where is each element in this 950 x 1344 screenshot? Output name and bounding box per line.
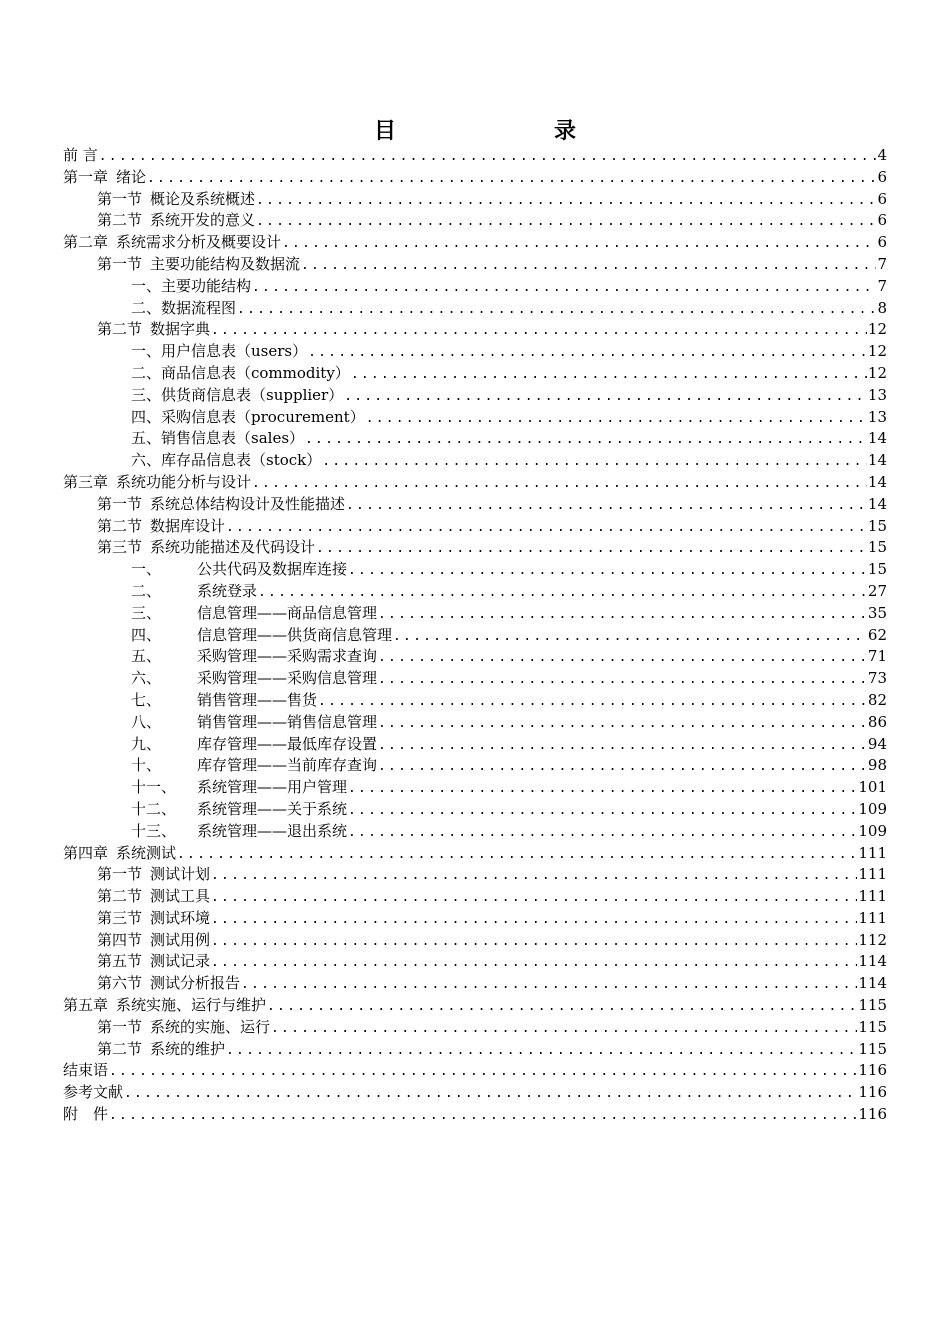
toc-entry-label	[131, 276, 251, 298]
toc-entry[interactable]	[63, 864, 887, 886]
toc-entry-title: 二、商品信息表（commodity）	[131, 363, 350, 382]
toc-entry[interactable]	[63, 450, 887, 472]
page-title: 目 录	[373, 118, 614, 144]
toc-page-number: 114	[858, 974, 887, 993]
toc-entry-title: 系统总体结构设计及性能描述	[150, 494, 346, 513]
toc-entry[interactable]	[63, 167, 887, 189]
toc-entry-label	[131, 668, 377, 690]
toc-entry-title: 测试分析报告	[150, 974, 241, 993]
toc-page-number: 86	[867, 712, 887, 731]
toc-page-number: 6	[877, 189, 887, 208]
dot-leader	[346, 495, 867, 516]
toc-entry-title: 四、采购信息表（procurement）	[131, 407, 365, 426]
toc-entry[interactable]	[63, 145, 887, 167]
toc-entry-title: 系统功能描述及代码设计	[150, 538, 316, 557]
toc-entry-label	[63, 843, 176, 865]
toc-entry[interactable]	[63, 276, 887, 298]
toc-entry-number: 十三、	[131, 821, 177, 840]
toc-page-number: 115	[858, 1039, 887, 1058]
toc-entry-number: 第二节	[97, 516, 143, 535]
toc-entry[interactable]	[63, 843, 887, 865]
toc-entry-title: 信息管理——商品信息管理	[197, 603, 378, 622]
toc-entry-title: 三、供货商信息表（supplier）	[131, 385, 344, 404]
dot-leader	[305, 429, 867, 450]
toc-entry[interactable]	[63, 1039, 887, 1061]
dot-leader	[378, 669, 867, 690]
toc-page-number: 71	[867, 647, 887, 666]
dot-leader	[348, 778, 857, 799]
toc-entry-label	[97, 930, 210, 952]
toc-page-number: 15	[867, 560, 887, 579]
toc-entry-title: 测试记录	[150, 952, 211, 971]
dot-leader	[258, 582, 867, 603]
toc-page-number: 12	[867, 363, 887, 382]
dot-leader	[344, 386, 867, 407]
toc-entry-label	[97, 951, 210, 973]
dot-leader	[348, 822, 857, 843]
toc-entry-title: 系统需求分析及概要设计	[116, 233, 282, 252]
toc-entry[interactable]	[63, 254, 887, 276]
toc-entry-title: 测试用例	[150, 930, 211, 949]
toc-entry[interactable]	[63, 712, 887, 734]
toc-entry-label	[131, 341, 307, 363]
toc-entry-number: 第三节	[97, 538, 143, 557]
toc-entry-title: 前 言	[63, 146, 98, 164]
toc-entry-label	[63, 472, 251, 494]
toc-entry-title: 库存管理——当前库存查询	[197, 756, 378, 775]
toc-entry-title: 结束语	[63, 1061, 109, 1080]
toc-entry-number: 四、	[131, 625, 162, 644]
toc-entry-number: 十二、	[131, 799, 177, 818]
toc-entry[interactable]	[63, 319, 887, 341]
toc-entry-number: 第二节	[97, 887, 143, 906]
dot-leader	[211, 909, 857, 930]
toc-entry-number: 第五章	[63, 996, 109, 1015]
dot-leader	[109, 1061, 857, 1082]
toc-entry-title: 公共代码及数据库连接	[197, 560, 348, 579]
toc-entry-title: 系统测试	[116, 843, 177, 862]
toc-entry-number: 第四节	[97, 930, 143, 949]
toc-entry-title: 采购管理——采购需求查询	[197, 647, 378, 666]
toc-page-number: 109	[858, 821, 887, 840]
toc-page-number: 13	[867, 385, 887, 404]
toc-entry-label	[63, 167, 146, 189]
toc-entry-title: 测试计划	[150, 865, 211, 884]
toc-entry-label	[131, 428, 304, 450]
toc-entry[interactable]	[63, 625, 887, 647]
toc-page-number: 8	[877, 298, 887, 317]
dot-leader	[109, 1105, 857, 1126]
toc-entry-number: 二、	[131, 581, 162, 600]
toc-entry-title: 绪论	[116, 167, 147, 186]
toc-page-number: 116	[858, 1105, 887, 1124]
toc-page-number: 115	[858, 996, 887, 1015]
toc-entry-number: 十一、	[131, 778, 177, 797]
toc-entry-title: 系统的实施、运行	[150, 1017, 271, 1036]
toc-entry-number: 第六节	[97, 974, 143, 993]
toc-entry-label	[97, 1039, 225, 1061]
toc-entry-title: 系统登录	[197, 581, 258, 600]
toc-entry-title: 系统实施、运行与维护	[116, 996, 267, 1015]
toc-entry[interactable]	[63, 646, 887, 668]
dot-leader	[124, 1083, 857, 1104]
toc-entry-label	[131, 777, 347, 799]
dot-leader	[177, 844, 857, 865]
toc-page-number: 101	[858, 778, 887, 797]
dot-leader	[267, 996, 857, 1017]
dot-leader	[351, 364, 867, 385]
toc-page-number: 112	[858, 930, 887, 949]
toc-entry[interactable]	[63, 1060, 887, 1082]
toc-entry-number: 第三节	[97, 908, 143, 927]
toc-page-number: 6	[877, 211, 887, 230]
toc-entry[interactable]	[63, 603, 887, 625]
toc-entry[interactable]	[63, 1104, 887, 1126]
toc-page-number: 116	[858, 1061, 887, 1080]
toc-entry-number: 第一节	[97, 1017, 143, 1036]
toc-page-number: 15	[867, 516, 887, 535]
toc-entry-label	[131, 646, 377, 668]
toc-page-number: 6	[877, 233, 887, 252]
dot-leader	[211, 865, 857, 886]
toc-entry-label	[63, 1082, 123, 1104]
toc-page-number: 73	[867, 669, 887, 688]
dot-leader	[252, 473, 867, 494]
dot-leader	[318, 691, 867, 712]
toc-page-number: 116	[858, 1083, 887, 1102]
dot-leader	[226, 1040, 857, 1061]
toc-entry[interactable]	[63, 951, 887, 973]
dot-leader	[237, 299, 876, 320]
toc-page-number: 6	[877, 167, 887, 186]
toc-entry-title: 二、数据流程图	[131, 298, 237, 317]
toc-entry[interactable]	[63, 995, 887, 1017]
toc-page-number: 27	[867, 581, 887, 600]
toc-entry[interactable]	[63, 407, 887, 429]
toc-entry-label	[131, 450, 321, 472]
toc-entry-label	[131, 298, 236, 320]
toc-page-number: 114	[858, 952, 887, 971]
toc-entry-label	[97, 973, 240, 995]
toc-entry-number: 第四章	[63, 843, 109, 862]
toc-entry[interactable]	[63, 559, 887, 581]
toc-entry-title: 一、主要功能结构	[131, 276, 252, 295]
toc-entry-label	[131, 603, 377, 625]
toc-page-number: 111	[858, 908, 887, 927]
toc-entry-label	[131, 581, 257, 603]
toc-page-number: 62	[867, 625, 887, 644]
toc-entry[interactable]	[63, 581, 887, 603]
toc-entry-number: 一、	[131, 560, 162, 579]
dot-leader	[211, 887, 857, 908]
toc-entry-title: 系统管理——退出系统	[197, 821, 348, 840]
toc-entry-number: 三、	[131, 603, 162, 622]
toc-entry-title: 销售管理——销售信息管理	[197, 712, 378, 731]
toc-entry[interactable]	[63, 799, 887, 821]
toc-entry-title: 主要功能结构及数据流	[150, 254, 301, 273]
toc-page-number: 7	[877, 276, 887, 295]
toc-entry-label	[63, 145, 98, 167]
toc-entry-label	[63, 995, 266, 1017]
toc-entry-title: 系统功能分析与设计	[116, 472, 252, 491]
toc-entry-label	[97, 1017, 270, 1039]
toc-page-number: 111	[858, 865, 887, 884]
toc-entry[interactable]	[63, 1082, 887, 1104]
toc-page-number: 14	[867, 494, 887, 513]
toc-entry-label	[97, 516, 225, 538]
toc-page-number: 13	[867, 407, 887, 426]
toc-entry-label	[97, 908, 210, 930]
toc-entry-number: 第一章	[63, 167, 109, 186]
dot-leader	[147, 168, 876, 189]
toc-entry[interactable]	[63, 472, 887, 494]
toc-page-number: 12	[867, 320, 887, 339]
toc-page-number: 98	[867, 756, 887, 775]
toc-page-number: 115	[858, 1017, 887, 1036]
toc-entry-number: 八、	[131, 712, 162, 731]
dot-leader	[241, 974, 857, 995]
dot-leader	[378, 647, 867, 668]
toc-entry-label	[131, 734, 377, 756]
toc-entry-label	[97, 319, 210, 341]
dot-leader	[322, 451, 867, 472]
toc-entry-label	[97, 886, 210, 908]
toc-entry-number: 七、	[131, 690, 162, 709]
toc-page-number: 35	[867, 603, 887, 622]
toc-entry[interactable]	[63, 516, 887, 538]
dot-leader	[252, 277, 876, 298]
toc-entry-title: 销售管理——售货	[197, 690, 318, 709]
toc-entry[interactable]	[63, 886, 887, 908]
toc-entry[interactable]	[63, 363, 887, 385]
toc-entry-number: 第二章	[63, 233, 109, 252]
dot-leader	[99, 146, 877, 167]
toc-entry-title: 附 件	[63, 1105, 109, 1124]
dot-leader	[226, 517, 867, 538]
dot-leader	[308, 342, 867, 363]
toc-entry-title: 一、用户信息表（users）	[131, 342, 308, 361]
toc-entry-number: 第一节	[97, 865, 143, 884]
toc-entry[interactable]	[63, 755, 887, 777]
toc-entry-label	[131, 821, 347, 843]
toc-entry-title: 测试环境	[150, 908, 211, 927]
toc-entry[interactable]	[63, 821, 887, 843]
toc-entry[interactable]	[63, 385, 887, 407]
toc-entry-title: 系统管理——关于系统	[197, 799, 348, 818]
dot-leader	[348, 800, 857, 821]
toc-entry-title: 系统开发的意义	[150, 211, 256, 230]
toc-entry-number: 十、	[131, 756, 162, 775]
dot-leader	[378, 756, 867, 777]
dot-leader	[301, 255, 876, 276]
toc-entry[interactable]	[63, 210, 887, 232]
toc-entry-number: 第二节	[97, 211, 143, 230]
toc-page-number: 15	[867, 538, 887, 557]
toc-entry[interactable]	[63, 537, 887, 559]
toc-entry-label	[97, 537, 315, 559]
toc-entry-label	[131, 407, 365, 429]
toc-page-number: 14	[867, 472, 887, 491]
toc-entry-label	[131, 755, 377, 777]
toc-entry-title: 概论及系统概述	[150, 189, 256, 208]
toc-entry-label	[131, 625, 392, 647]
toc-entry-title: 系统管理——用户管理	[197, 778, 348, 797]
toc-entry-label	[63, 232, 281, 254]
toc-entry-number: 五、	[131, 647, 162, 666]
toc-entry[interactable]	[63, 298, 887, 320]
toc-entry-number: 第一节	[97, 254, 143, 273]
toc-entry-label	[131, 385, 343, 407]
dot-leader	[282, 233, 876, 254]
toc-entry-title: 库存管理——最低库存设置	[197, 734, 378, 753]
toc-entry-title: 数据字典	[150, 320, 211, 339]
toc-entry-label	[63, 1060, 108, 1082]
toc-entry[interactable]	[63, 734, 887, 756]
dot-leader	[393, 626, 867, 647]
toc-entry-title: 六、库存品信息表（stock）	[131, 451, 322, 470]
toc-entry[interactable]	[63, 189, 887, 211]
dot-leader	[378, 713, 867, 734]
toc-entry-number: 第五节	[97, 952, 143, 971]
dot-leader	[378, 604, 867, 625]
toc-entry[interactable]	[63, 690, 887, 712]
dot-leader	[211, 952, 857, 973]
dot-leader	[211, 931, 857, 952]
toc-entry-label	[131, 363, 350, 385]
toc-entry-title: 参考文献	[63, 1083, 124, 1102]
dot-leader	[256, 211, 876, 232]
toc-entry-title: 测试工具	[150, 887, 211, 906]
toc-entry-label	[131, 690, 317, 712]
toc-page-number: 4	[877, 146, 887, 164]
toc-page-number: 14	[867, 429, 887, 448]
toc-page-number: 7	[877, 254, 887, 273]
dot-leader	[316, 538, 867, 559]
toc-entry[interactable]	[63, 1017, 887, 1039]
toc-page-number: 94	[867, 734, 887, 753]
table-of-contents	[63, 145, 887, 1126]
toc-entry-title: 五、销售信息表（sales）	[131, 429, 305, 448]
toc-entry-label	[131, 559, 347, 581]
toc-entry-label	[97, 189, 255, 211]
toc-entry-number: 第三章	[63, 472, 109, 491]
toc-page-number: 111	[858, 887, 887, 906]
toc-entry[interactable]	[63, 494, 887, 516]
toc-entry[interactable]	[63, 908, 887, 930]
dot-leader	[348, 560, 867, 581]
toc-entry-label	[97, 210, 255, 232]
toc-entry-label	[63, 1104, 108, 1126]
toc-entry[interactable]	[63, 777, 887, 799]
dot-leader	[211, 320, 867, 341]
toc-page-number: 14	[867, 451, 887, 470]
toc-page-number: 111	[858, 843, 887, 862]
toc-page-number: 82	[867, 690, 887, 709]
dot-leader	[366, 408, 867, 429]
toc-entry-title: 系统的维护	[150, 1039, 226, 1058]
toc-entry[interactable]	[63, 232, 887, 254]
toc-entry[interactable]	[63, 428, 887, 450]
toc-entry-label	[97, 254, 300, 276]
toc-entry-number: 六、	[131, 669, 162, 688]
toc-page-number: 109	[858, 799, 887, 818]
toc-entry[interactable]	[63, 930, 887, 952]
toc-entry[interactable]	[63, 973, 887, 995]
toc-entry-number: 九、	[131, 734, 162, 753]
toc-entry-number: 第一节	[97, 494, 143, 513]
toc-entry-label	[131, 799, 347, 821]
toc-entry-title: 信息管理——供货商信息管理	[197, 625, 393, 644]
toc-entry[interactable]	[63, 341, 887, 363]
toc-entry-number: 第一节	[97, 189, 143, 208]
toc-entry-label	[97, 864, 210, 886]
toc-entry-number: 第二节	[97, 320, 143, 339]
toc-entry-number: 第二节	[97, 1039, 143, 1058]
toc-entry-title: 采购管理——采购信息管理	[197, 669, 378, 688]
toc-page-number: 12	[867, 342, 887, 361]
toc-entry-label	[131, 712, 377, 734]
toc-entry-title: 数据库设计	[150, 516, 226, 535]
toc-entry-label	[97, 494, 345, 516]
dot-leader	[378, 735, 867, 756]
toc-entry[interactable]	[63, 668, 887, 690]
dot-leader	[256, 190, 876, 211]
dot-leader	[271, 1018, 857, 1039]
